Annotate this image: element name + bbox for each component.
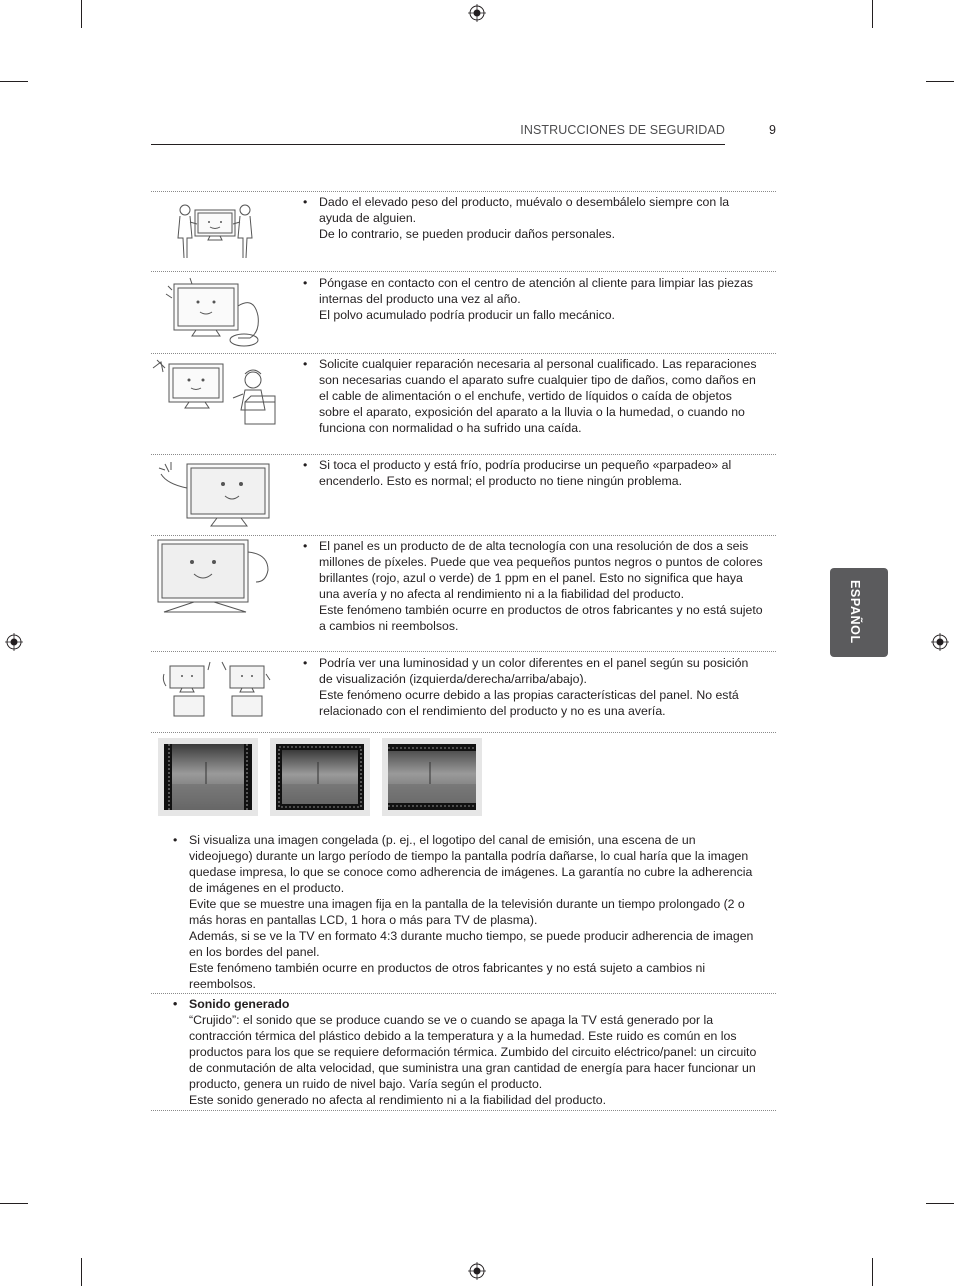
crop-mark <box>81 0 82 28</box>
safety-item-text: Solicite cualquier reparación necesaria al personal cualificado. Las reparaciones son necesarias cuando el aparato sufre cualquier tipo de daños, como daños en el cable de alimentación o el enchufe, vertido de líquidos o caída de objetos sobre el aparato, exposición del aparato a la lluvia o la humedad, o cuando no funciona con normalidad o ha sufrido una caída. <box>319 357 757 435</box>
generated-sound-text: Sonido generado “Crujido”: el sonido que se produce cuando se ve o cuando se apaga la TV está generado por la contracción térmica del plástico debido a la temperatura y a la humedad. Este ruido es común en los productos para los que se requiere deformación térmica. Zumbido del circuito eléctrico/panel: un circuito de conmutación de alta velocidad, que suministra una gran cantidad de energía para hacer funcionar un producto, genera un ruido de nivel bajo. Varía según el producto. Este sonido generado no afecta al rendimiento ni a la fiabilidad del producto. <box>189 996 759 1108</box>
bullet: • <box>303 458 308 472</box>
bullet: • <box>173 833 178 847</box>
crop-mark <box>0 1203 28 1204</box>
bullet: • <box>303 195 308 209</box>
registration-mark-icon <box>468 1262 486 1280</box>
row-separator <box>151 353 776 354</box>
row-separator <box>151 1110 776 1111</box>
tv-panel-pixels-icon <box>156 538 276 616</box>
registration-mark-icon <box>5 633 23 651</box>
image-retention-photo-icon <box>158 738 258 816</box>
registration-mark-icon <box>931 633 949 651</box>
row-separator <box>151 454 776 455</box>
registration-mark-icon <box>468 4 486 22</box>
crop-mark <box>926 1203 954 1204</box>
image-retention-photo-icon <box>270 738 370 816</box>
safety-item-text: El panel es un producto de de alta tecnología con una resolución de dos a seis millones de píxeles. Puede que vea pequeños puntos negros o puntos de colores brillantes (rojo, azul o verde) de 1 ppm en el panel. Esto no significa que haya una avería y no afecta al rendimiento ni a la fiabilidad del producto. Este fenómeno también ocurre en productos de otros fabricantes y no está sujeto a cambios ni reembolsos. <box>319 539 763 633</box>
row-separator <box>151 271 776 272</box>
cold-tv-flicker-icon <box>155 458 275 532</box>
bullet: • <box>173 997 178 1011</box>
language-tab <box>830 568 888 657</box>
bullet: • <box>303 357 308 371</box>
safety-item-text: Si toca el producto y está frío, podría producirse un pequeño «parpadeo» al encenderlo. Esto es normal; el producto no tiene ningún problema. <box>319 458 732 488</box>
bullet: • <box>303 276 308 290</box>
header-rule <box>151 144 725 145</box>
image-retention-text: Si visualiza una imagen congelada (p. ej., el logotipo del canal de emisión, una escena de un videojuego) durante un largo período de tiempo la pantalla podría dañarse, lo cual haría que la imagen quedase impresa, lo que se conoce como adherencia de imágenes. La garantía no cubre la adherencia de imágenes en el producto. Evite que se muestre una imagen fija en la pantalla de la televisión durante un tiempo prolongado (2 o más horas en pantallas LCD, 1 hora o más para TV de plasma). Además, si se ve la TV en formato 4:3 durante mucho tiempo, se puede producir adherencia de imagen en los bordes del panel. Este fenómeno también ocurre en productos de otros fabricantes y no está sujeto a cambios ni reembolsos. <box>189 833 754 991</box>
page-header <box>151 122 776 146</box>
row-separator <box>151 191 776 192</box>
safety-item-text: Póngase en contacto con el centro de atención al cliente para limpiar las piezas internas del producto una vez al año. El polvo acumulado podría producir un fallo mecánico. <box>319 276 754 322</box>
row-separator <box>151 651 776 652</box>
tv-vacuum-cleaner-icon <box>162 276 270 348</box>
row-separator <box>151 993 776 994</box>
safety-item-text: Podría ver una luminosidad y un color diferentes en el panel según su posición de visualización (izquierda/derecha/arriba/abajo). Este fenómeno ocurre debido a las propias características del panel. No está relacionado con el rendimiento del producto y no es una avería. <box>319 656 749 718</box>
bullet: • <box>303 656 308 670</box>
crop-mark <box>872 0 873 28</box>
language-tab-label: ESPAÑOL <box>848 580 862 644</box>
crop-mark <box>81 1258 82 1286</box>
tv-viewing-angles-icon <box>160 660 272 722</box>
generated-sound-heading: Sonido generado <box>189 997 290 1011</box>
bullet: • <box>303 539 308 553</box>
image-retention-photo-icon <box>382 738 482 816</box>
safety-item-text: Dado el elevado peso del producto, muévalo o desembálelo siempre con la ayuda de alguien. De lo contrario, se pueden producir daños personales. <box>319 195 730 241</box>
tv-repair-technician-icon <box>151 358 281 438</box>
header-title: INSTRUCCIONES DE SEGURIDAD <box>520 123 725 137</box>
crop-mark <box>926 81 954 82</box>
row-separator <box>151 732 776 733</box>
two-people-carrying-tv-icon <box>175 198 255 264</box>
crop-mark <box>872 1258 873 1286</box>
page-number: 9 <box>769 123 776 137</box>
row-separator <box>151 535 776 536</box>
crop-mark <box>0 81 28 82</box>
